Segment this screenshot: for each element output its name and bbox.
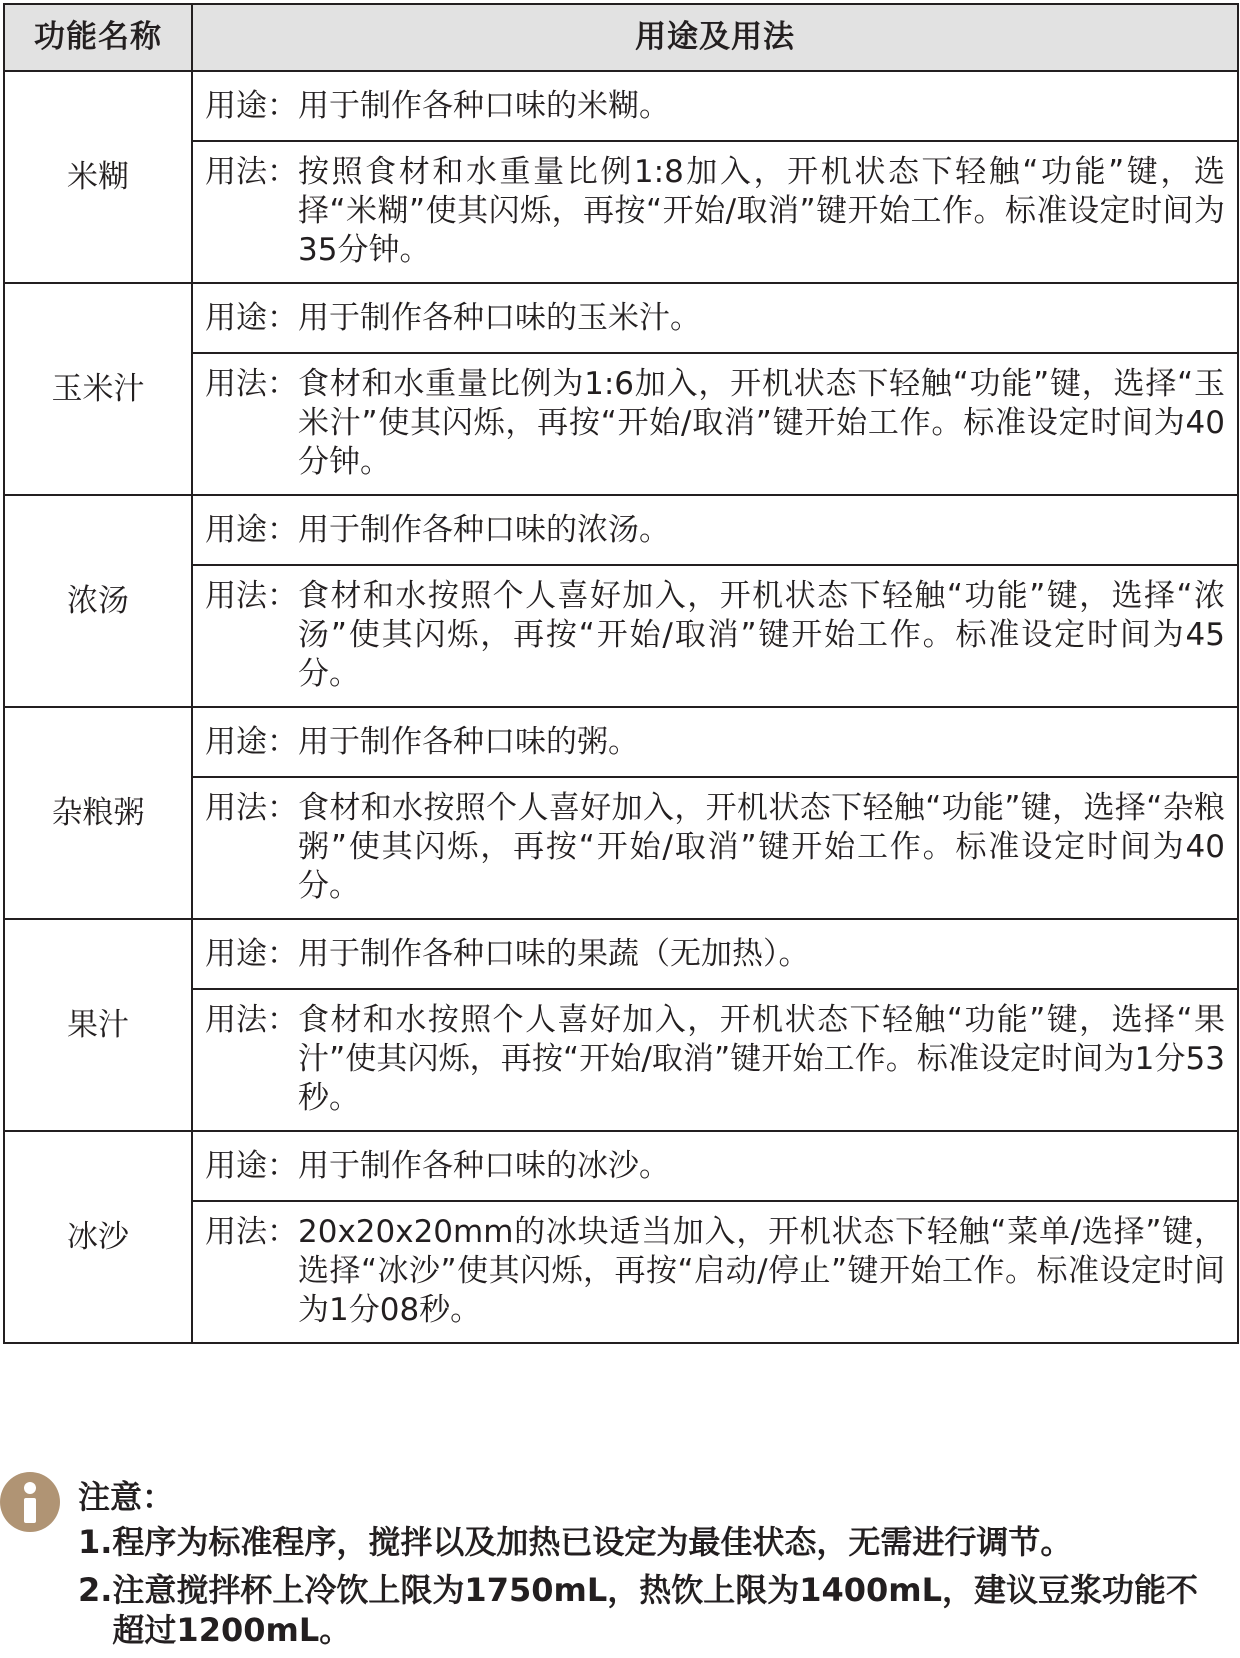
info-icon xyxy=(0,1472,60,1532)
purpose-label: 用途： xyxy=(205,723,298,760)
purpose-label: 用途： xyxy=(205,935,298,972)
usage-cell xyxy=(192,989,1238,1131)
usage-label: 用法： xyxy=(205,366,298,402)
purpose-label: 用途： xyxy=(205,299,298,336)
notes-section xyxy=(0,1465,1240,1655)
usage-label: 用法： xyxy=(205,154,298,190)
header-usage: 用途及用法 xyxy=(192,4,1238,71)
usage-text: 食材和水按照个人喜好加入，开机状态下轻触“功能”键，选择“浓汤”使其闪烁，再按“开始/取消”键开始工作。标准设定时间为45分。 xyxy=(298,578,1225,692)
function-name-cell: 米糊 xyxy=(4,71,192,283)
purpose-cell xyxy=(192,707,1238,777)
table-row xyxy=(4,707,1238,777)
table-row xyxy=(4,71,1238,141)
purpose-cell xyxy=(192,495,1238,565)
table-row xyxy=(4,919,1238,989)
usage-text: 食材和水按照个人喜好加入，开机状态下轻触“功能”键，选择“果汁”使其闪烁，再按“开始/取消”键开始工作。标准设定时间为1分53秒。 xyxy=(298,1002,1225,1116)
function-name-cell: 杂粮粥 xyxy=(4,707,192,919)
purpose-text: 用于制作各种口味的粥。 xyxy=(298,723,639,760)
usage-cell xyxy=(192,565,1238,707)
purpose-text: 用于制作各种口味的浓汤。 xyxy=(298,511,670,548)
usage-text: 食材和水按照个人喜好加入，开机状态下轻触“功能”键，选择“杂粮粥”使其闪烁，再按“开始/取消”键开始工作。标准设定时间为40分。 xyxy=(298,790,1225,904)
purpose-text: 用于制作各种口味的米糊。 xyxy=(298,87,670,124)
purpose-label: 用途： xyxy=(205,87,298,124)
purpose-cell xyxy=(192,283,1238,353)
note-text: 注意搅拌杯上冷饮上限为1750mL，热饮上限为1400mL，建议豆浆功能不超过1200mL。 xyxy=(112,1571,1199,1649)
purpose-label: 用途： xyxy=(205,511,298,548)
usage-cell xyxy=(192,777,1238,919)
list-item xyxy=(78,1522,1228,1562)
notes-list xyxy=(78,1522,1228,1658)
info-icon-bar xyxy=(24,1498,36,1523)
table-row xyxy=(4,1131,1238,1201)
usage-cell xyxy=(192,141,1238,283)
usage-label: 用法： xyxy=(205,1002,298,1038)
usage-text: 按照食材和水重量比例1:8加入，开机状态下轻触“功能”键，选择“米糊”使其闪烁，再按“开始/取消”键开始工作。标准设定时间为35分钟。 xyxy=(298,154,1225,268)
header-function-name: 功能名称 xyxy=(4,4,192,71)
purpose-label: 用途： xyxy=(205,1147,298,1184)
usage-label: 用法： xyxy=(205,790,298,826)
list-item xyxy=(78,1570,1228,1650)
usage-label: 用法： xyxy=(205,578,298,614)
table-row xyxy=(4,283,1238,353)
function-table xyxy=(3,3,1239,1344)
note-number: 2. xyxy=(78,1571,113,1609)
function-name-cell: 玉米汁 xyxy=(4,283,192,495)
usage-cell xyxy=(192,1201,1238,1343)
usage-text: 食材和水重量比例为1:6加入，开机状态下轻触“功能”键，选择“玉米汁”使其闪烁，再按“开始/取消”键开始工作。标准设定时间为40分钟。 xyxy=(298,366,1225,480)
purpose-cell xyxy=(192,1131,1238,1201)
function-name-cell: 冰沙 xyxy=(4,1131,192,1343)
purpose-cell xyxy=(192,919,1238,989)
notes-title: 注意： xyxy=(78,1478,175,1516)
purpose-text: 用于制作各种口味的果蔬（无加热）。 xyxy=(298,935,810,972)
info-icon-dot xyxy=(24,1482,36,1494)
note-number: 1. xyxy=(78,1523,113,1561)
usage-label: 用法： xyxy=(205,1214,298,1250)
note-text: 程序为标准程序，搅拌以及加热已设定为最佳状态，无需进行调节。 xyxy=(112,1523,1073,1561)
purpose-text: 用于制作各种口味的冰沙。 xyxy=(298,1147,670,1184)
table-header-row xyxy=(4,4,1238,71)
purpose-text: 用于制作各种口味的玉米汁。 xyxy=(298,299,701,336)
function-name-cell: 果汁 xyxy=(4,919,192,1131)
usage-text: 20x20x20mm的冰块适当加入，开机状态下轻触“菜单/选择”键，选择“冰沙”使其闪烁，再按“启动/停止”键开始工作。标准设定时间为1分08秒。 xyxy=(298,1214,1225,1328)
purpose-cell xyxy=(192,71,1238,141)
usage-cell xyxy=(192,353,1238,495)
function-name-cell: 浓汤 xyxy=(4,495,192,707)
table-row xyxy=(4,495,1238,565)
